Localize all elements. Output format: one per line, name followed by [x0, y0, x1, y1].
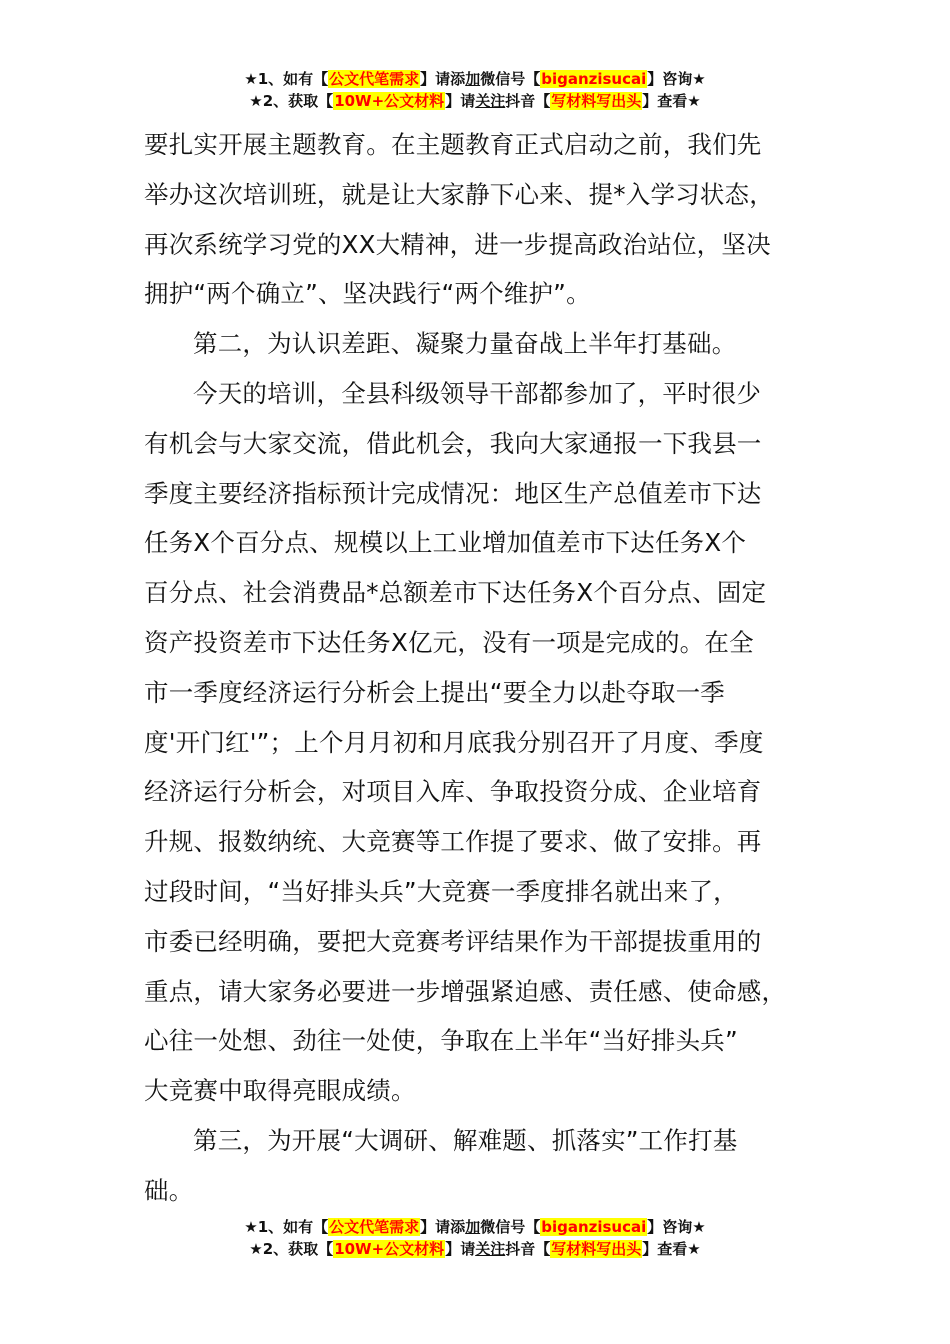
body-line: 市一季度经济运行分析会上提出“要全力以赴夺取一季 — [144, 677, 725, 707]
body-line: 要扎实开展主题教育。在主题教育正式启动之前，我们先 — [144, 130, 762, 159]
document-body — [144, 120, 806, 1216]
banner-underlined-text: 关注 — [475, 1240, 506, 1258]
body-line: 拥护“两个确立”、坚决践行“两个维护”。 — [144, 279, 591, 309]
body-line: 举办这次培训班，就是让大家静下心来、提*入学习状态， — [144, 179, 774, 209]
wechat-id-highlight: biganzisucai — [541, 1218, 647, 1236]
banner-line-1 — [0, 68, 950, 90]
banner-text: 】咨询★ — [647, 70, 706, 88]
top-ad-banner — [0, 68, 950, 112]
banner-text: 】请 — [445, 92, 476, 110]
section-heading: 第二，为认识差距、凝聚力量奋战上半年打基础。 — [193, 329, 737, 359]
body-line: 经济运行分析会，对项目入库、争取投资分成、企业培育 — [144, 777, 762, 807]
body-line: 百分点、社会消费品*总额差市下达任务X个百分点、固定 — [144, 578, 767, 608]
banner-line-1 — [0, 1216, 950, 1238]
body-line: 今天的培训，全县科级领导干部都参加了，平时很少 — [193, 378, 762, 408]
banner-highlight: 公文代笔需求 — [329, 70, 420, 88]
banner-text: 抖音【 — [505, 92, 551, 110]
banner-underlined-text: 加 — [465, 70, 481, 88]
banner-text: ★1、如有【 — [244, 70, 329, 88]
body-line: 资产投资差市下达任务X亿元，没有一项是完成的。在全 — [144, 627, 754, 657]
body-line: 再次系统学习党的XX大精神，进一步提高政治站位，坚决 — [144, 229, 771, 259]
body-line: 有机会与大家交流，借此机会，我向大家通报一下我县一 — [144, 428, 762, 458]
section-heading: 第三，为开展“大调研、解难题、抓落实”工作打基 — [193, 1125, 738, 1155]
banner-text: 】请添 — [420, 1218, 466, 1236]
body-line: 度'开门红'”；上个月月初和月底我分别召开了月度、季度 — [144, 727, 764, 757]
banner-text: 抖音【 — [505, 1240, 551, 1258]
banner-highlight: 10W+公文材料 — [334, 92, 445, 110]
banner-text: 】查看★ — [642, 92, 701, 110]
body-line: 重点，请大家务必要进一步增强紧迫感、责任感、使命感， — [144, 976, 787, 1006]
banner-text: ★1、如有【 — [244, 1218, 329, 1236]
body-line: 升规、报数纳统、大竞赛等工作提了要求、做了安排。再 — [144, 827, 762, 857]
douyin-id-highlight: 写材料写出头 — [551, 92, 642, 110]
banner-text: ★2、获取【 — [249, 92, 334, 110]
banner-highlight: 10W+公文材料 — [334, 1240, 445, 1258]
body-line: 础。 — [144, 1175, 194, 1205]
banner-underlined-text: 关注 — [475, 92, 506, 110]
bottom-ad-banner — [0, 1216, 950, 1260]
banner-line-2 — [0, 1238, 950, 1260]
banner-text: 】咨询★ — [647, 1218, 706, 1236]
douyin-id-highlight: 写材料写出头 — [551, 1240, 642, 1258]
body-line: 心往一处想、劲往一处使，争取在上半年“当好排头兵” — [144, 1026, 738, 1056]
body-line: 季度主要经济指标预计完成情况：地区生产总值差市下达 — [144, 478, 762, 508]
body-line: 任务X个百分点、规模以上工业增加值差市下达任务X个 — [144, 528, 747, 558]
banner-text: 】查看★ — [642, 1240, 701, 1258]
banner-highlight: 公文代笔需求 — [329, 1218, 420, 1236]
banner-underlined-text: 加 — [465, 1218, 481, 1236]
banner-text: 】请 — [445, 1240, 476, 1258]
banner-text: 微信号【 — [480, 70, 541, 88]
banner-text: 】请添 — [420, 70, 466, 88]
wechat-id-highlight: biganzisucai — [541, 70, 647, 88]
body-line: 市委已经明确，要把大竞赛考评结果作为干部提拔重用的 — [144, 926, 762, 956]
banner-line-2 — [0, 90, 950, 112]
body-line: 过段时间，“当好排头兵”大竞赛一季度排名就出来了， — [144, 876, 738, 906]
banner-text: 微信号【 — [480, 1218, 541, 1236]
body-line: 大竞赛中取得亮眼成绩。 — [144, 1076, 416, 1106]
banner-text: ★2、获取【 — [249, 1240, 334, 1258]
